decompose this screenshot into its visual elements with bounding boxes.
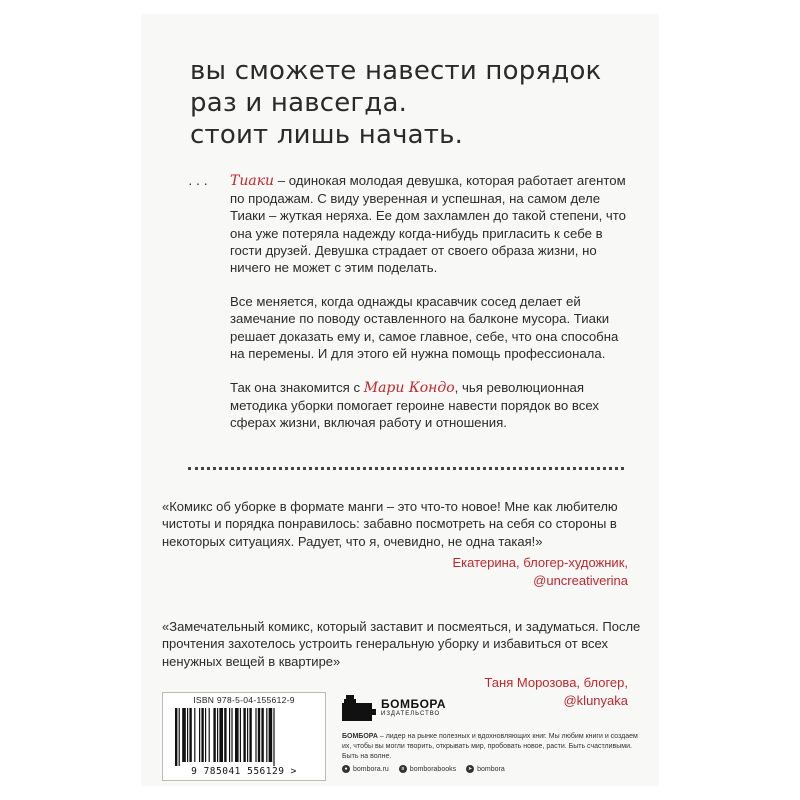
author-name-marie-kondo: Мари Кондо	[363, 380, 455, 397]
publisher-description	[342, 732, 642, 762]
barcode-bar	[269, 708, 273, 762]
description-p1-text: – одинокая молодая девушка, которая работает агентом по продажам. С виду уверенная и успешная, на самом деле Тиаки – жуткая неряха. Ее дом захламлен до такой степени, что она уже потеряла надежду когда-нибудь пригласить к себе в гости друзей. Девушка страдает от своего образа жизни, но ничего не может с этим поделать.	[230, 173, 626, 276]
barcode-bar	[189, 708, 191, 762]
telegram-icon: ➤	[468, 766, 473, 772]
barcode-bar	[175, 708, 177, 766]
barcode-bar	[217, 708, 218, 762]
description-paragraph-3	[230, 379, 630, 432]
review-quote: «Замечательный комикс, который заставит и посмеяться, и задуматься. После прочтения захотелось устроить генеральную уборку и избавиться от всех ненужных вещей в квартире»	[162, 619, 641, 669]
review-1	[162, 498, 642, 589]
barcode-bar	[243, 708, 245, 762]
character-name-tiaki: Тиаки	[230, 173, 275, 189]
barcode-bar	[266, 708, 267, 762]
barcode-bar	[247, 708, 248, 762]
barcode-number: 9 785041 556129 >	[191, 766, 297, 777]
barcode-bar	[231, 708, 232, 762]
social-label: bomborabooks	[409, 765, 457, 773]
social-link-vk[interactable]	[399, 765, 456, 773]
barcode-bar	[258, 708, 260, 762]
barcode-bar	[273, 708, 274, 766]
headline-line-1: вы сможете навести порядок	[190, 56, 602, 86]
review-author-handle: @klunyaka	[563, 692, 628, 708]
bombora-logo-icon	[342, 693, 376, 723]
barcode-bar	[240, 708, 241, 762]
social-link-telegram[interactable]	[466, 765, 505, 773]
globe-icon: ●	[342, 765, 350, 773]
barcode-bar	[249, 708, 251, 762]
barcode-bar	[205, 708, 206, 762]
book-description	[230, 172, 630, 449]
headline-line-2: раз и навсегда.	[190, 88, 408, 118]
publisher-name: БОМБОРА	[381, 697, 447, 711]
description-p3-before: Так она знакомится с	[230, 380, 364, 396]
publisher-desc-brand: БОМБОРА	[342, 733, 378, 740]
barcode-bar	[194, 708, 195, 762]
barcode-bar	[224, 708, 226, 762]
headline-line-3: стоит лишь начать.	[190, 120, 464, 150]
barcode-bar	[213, 708, 215, 762]
barcode-bar	[179, 708, 180, 766]
social-label: bombora	[477, 765, 505, 773]
barcode-image	[173, 708, 315, 766]
barcode-bar	[229, 708, 230, 762]
publisher-subtitle: ИЗДАТЕЛЬСТВО	[381, 711, 441, 717]
barcode-bar	[199, 708, 200, 762]
book-back-cover	[142, 15, 658, 785]
barcode-block	[162, 692, 326, 781]
barcode-bar	[235, 708, 239, 762]
barcode-bar	[201, 708, 203, 762]
publisher-desc-text: – лидер на рынке полезных и вдохновляющих книг. Мы любим книги и создаем их, чтобы вы могли творить, открывать мир, пробовать новое, расти. Быть счастливыми. Быть на волне.	[342, 733, 638, 760]
review-author	[162, 554, 628, 589]
dotted-divider	[188, 467, 624, 470]
review-author-name: Екатерина, блогер-художник,	[452, 555, 628, 571]
barcode-bar	[255, 708, 256, 762]
isbn-text: ISBN 978-5-04-155612-9	[193, 695, 295, 705]
publisher-socials	[342, 765, 505, 773]
decorative-dots: ···	[188, 175, 211, 191]
barcode-bar	[182, 708, 186, 762]
review-author-name: Таня Морозова, блогер,	[484, 675, 628, 691]
review-quote: «Комикс об уборке в формате манги – это что-то новое! Мне как любителю чистоты и порядка понравилось: забавно посмотреть на себя со стороны в некоторых ситуациях. Радует, что я, очевидно, не одна такая!»	[162, 499, 618, 549]
description-paragraph-1	[230, 172, 630, 276]
headline	[190, 55, 601, 151]
barcode-bar	[209, 708, 210, 762]
barcode-bar	[261, 708, 263, 762]
social-label: bombora.ru	[353, 765, 389, 773]
vk-icon: в	[399, 765, 407, 773]
barcode-bar	[219, 708, 223, 762]
description-p3-after: , чья революционная методика уборки помогает героине навести порядок во всех сферах жизни, включая работу и отношения.	[230, 380, 599, 431]
social-link-site[interactable]	[342, 765, 389, 773]
barcode-bar	[187, 708, 188, 762]
description-paragraph-2: Все меняется, когда однажды красавчик сосед делает ей замечание по поводу оставленного на балконе мусора. Тиаки решает доказать ему и, самое главное, себе, что она способна на перемены. И для этого ей нужна помощь профессионала.	[230, 294, 619, 361]
review-author-handle: @uncreativerina	[533, 572, 628, 588]
